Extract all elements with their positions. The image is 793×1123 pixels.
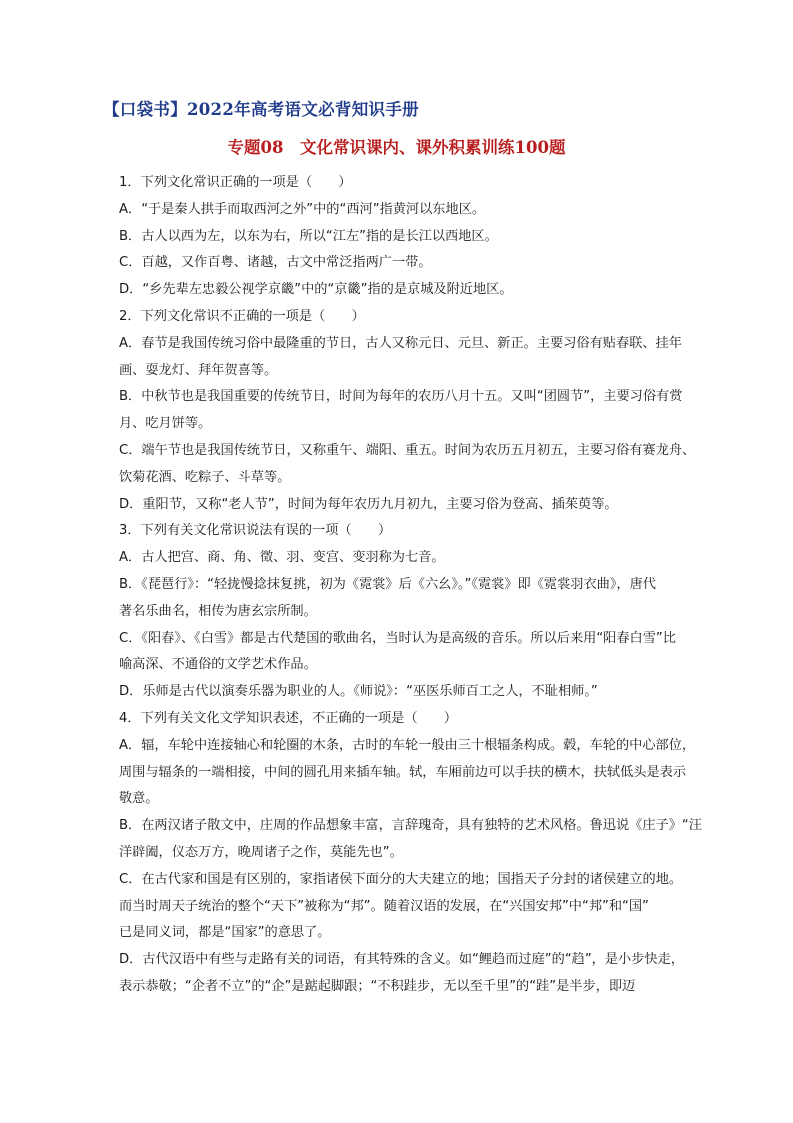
question-content (119, 170, 713, 1001)
text-line: 4．下列有关文化文学知识表述，不正确的一项是（ ） (119, 710, 458, 726)
text-line: 而当时周天子统治的整个“天下”被称为“邦”。随着汉语的发展，在“兴国安邦”中“邦”和“国” (119, 898, 649, 914)
text-line: 饮菊花酒、吃粽子、斗草等。 (119, 469, 291, 485)
text-line: B．《琵琶行》：“轻拢慢捻抹复挑，初为《霓裳》后《六幺》。”《霓裳》即《霓裳羽衣曲》，唐代 (119, 576, 656, 592)
text-line: C．百越，又作百粤、诸越，古文中常泛指两广一带。 (119, 255, 432, 271)
text-line: 画、耍龙灯、拜年贺喜等。 (119, 362, 278, 378)
text-line: C．端午节也是我国传统节日，又称重午、端阳、重五。时间为农历五月初五，主要习俗有赛龙舟、 (119, 442, 696, 458)
text-line: C．《阳春》、《白雪》都是古代楚国的歌曲名，当时认为是高级的音乐。所以后来用“阳春白雪”比 (119, 630, 676, 646)
topic-title: 专题08 文化常识课内、课外积累训练100题 (227, 138, 566, 157)
text-line: D．重阳节，又称“老人节”，时间为每年农历九月初九，主要习俗为登高、插茱萸等。 (119, 496, 618, 512)
text-line: B．中秋节也是我国重要的传统节日，时间为每年的农历八月十五。又叫“团圆节”，主要习俗有赏 (119, 389, 683, 405)
text-line: A．古人把宫、商、角、徵、羽、变宫、变羽称为七音。 (119, 550, 445, 566)
text-line: 敬意。 (119, 791, 159, 807)
text-line: A．“于是秦人拱手而取西河之外”中的“西河”指黄河以东地区。 (119, 201, 486, 217)
text-line: A．辐，车轮中连接轴心和轮圈的木条，古时的车轮一般由三十根辐条构成。毂，车轮的中心部位， (119, 737, 696, 753)
text-line: 3．下列有关文化常识说法有误的一项（ ） (119, 523, 392, 539)
text-line: 1．下列文化常识正确的一项是（ ） (119, 175, 352, 190)
book-title: 【口袋书】2022年高考语文必背知识手册 (103, 100, 419, 119)
text-line: D．乐师是古代以演奏乐器为职业的人。《师说》：“巫医乐师百工之人，不耻相师。” (119, 684, 598, 700)
text-line: 周围与辐条的一端相接，中间的圆孔用来插车轴。轼，车厢前边可以手扶的横木，扶轼低头是表示 (119, 764, 687, 780)
text-line: D．“乡先辈左忠毅公视学京畿”中的“京畿”指的是京城及附近地区。 (119, 282, 513, 298)
text-line: 2．下列文化常识不正确的一项是（ ） (119, 308, 365, 324)
text-line: A．春节是我国传统习俗中最隆重的节日，古人又称元日、元旦、新正。主要习俗有贴春联、挂年 (119, 335, 682, 351)
text-line: 洋辟阖，仪态万方，晚周诸子之作，莫能先也”。 (119, 844, 403, 860)
text-line: D．古代汉语中有些与走路有关的词语，有其特殊的含义。如“鲤趋而过庭”的“趋”，是小步快走， (119, 952, 684, 968)
text-line: 喻高深、不通俗的文学艺术作品。 (119, 657, 317, 673)
text-line: B．古人以西为左，以东为右，所以“江左”指的是长江以西地区。 (119, 228, 498, 244)
text-line: 月、吃月饼等。 (119, 416, 212, 432)
text-line: 已是同义词，都是“国家”的意思了。 (119, 925, 331, 941)
text-line: C．在古代家和国是有区别的，家指诸侯下面分的大夫建立的地；国指天子分封的诸侯建立的地。 (119, 871, 683, 887)
text-line: B．在两汉诸子散文中，庄周的作品想象丰富，言辞瑰奇，具有独特的艺术风格。鲁迅说《庄子》“汪 (119, 818, 702, 834)
text-line: 著名乐曲名，相传为唐玄宗所制。 (119, 603, 317, 619)
text-line: 表示恭敬；“企者不立”的“企”是踮起脚跟；“不积跬步，无以至千里”的“跬”是半步，即迈 (119, 978, 636, 994)
